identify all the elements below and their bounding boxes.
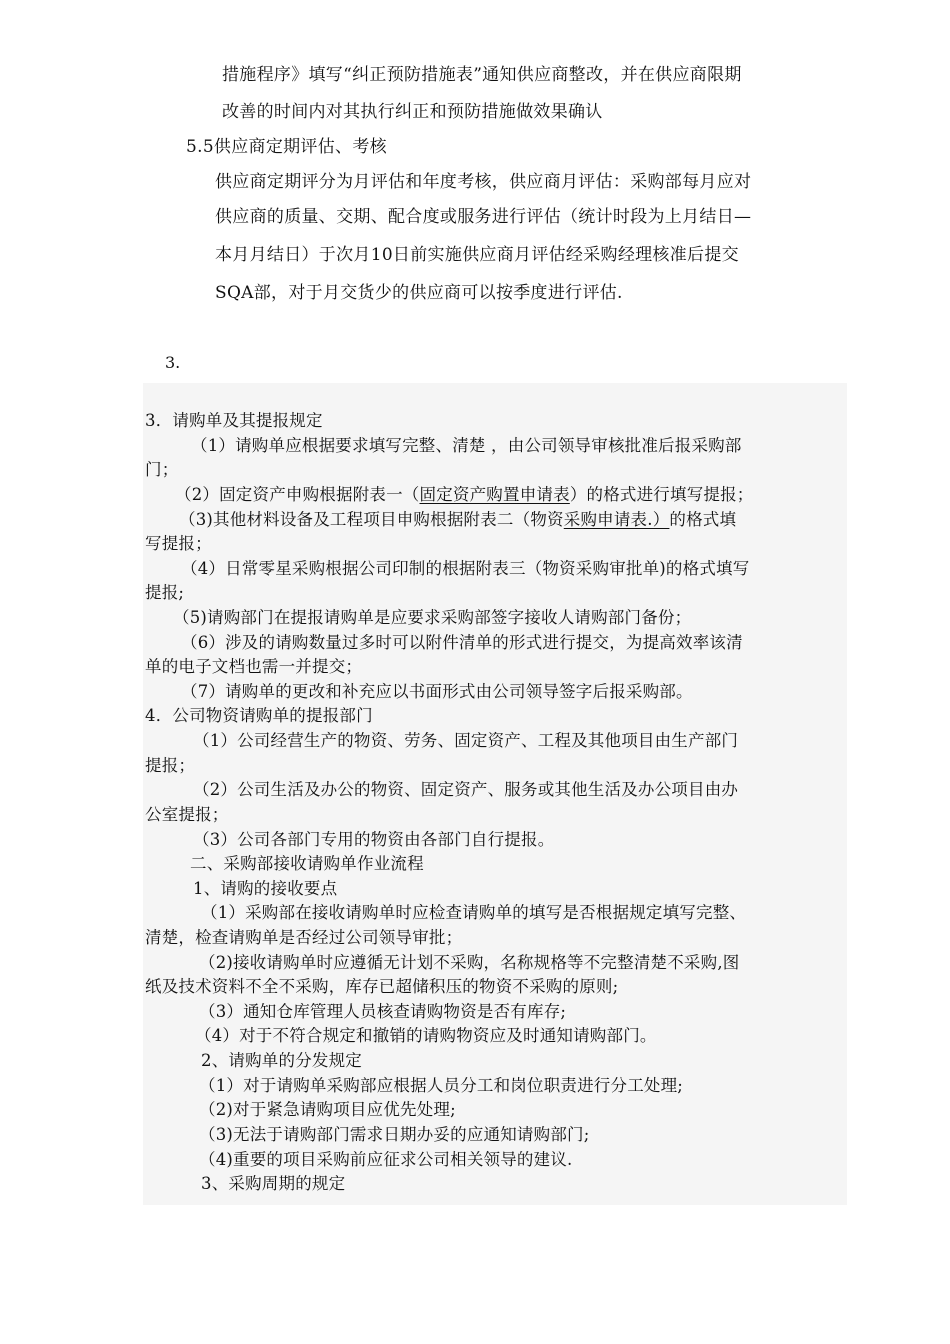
text-line: 改善的时间内对其执行纠正和预防措施做效果确认 [222,102,603,122]
text-line [175,483,754,507]
text-line: SQA部，对于月交货少的供应商可以按季度进行评估. [215,283,623,303]
text-line: （3)无法于请购部门需求日期办妥的应通知请购部门; [199,1125,590,1144]
text-line: 写提报； [145,534,212,553]
text-line: （1）采购部在接收请购单时应检查请购单的填写是否根据规定填写完整、 [201,903,747,922]
section-heading: 二、采购部接收请购单作业流程 [190,854,424,873]
text-line: （2）公司生活及办公的物资、固定资产、服务或其他生活及办公项目由办 [193,780,739,799]
text-line: （3）公司各部门专用的物资由各部门自行提报。 [193,830,555,849]
section-heading: 4．公司物资请购单的提报部门 [145,706,373,725]
text-line: 单的电子文档也需一并提交； [145,657,363,676]
text-line: 提报； [145,756,196,775]
text-segment: 的格式填 [669,510,737,529]
text-line: （6）涉及的请购数量过多时可以附件清单的形式进行提交，为提高效率该清 [181,633,743,652]
section-heading: 5.5供应商定期评估、考核 [186,137,387,157]
text-line: 纸及技术资料不全不采购，库存已超储积压的物资不采购的原则; [145,977,619,996]
text-line: 公室提报； [145,805,229,824]
text-line: 供应商定期评分为月评估和年度考核，供应商月评估：采购部每月应对 [215,172,752,192]
text-line: （1）对于请购单采购部应根据人员分工和岗位职责进行分工处理; [199,1076,684,1095]
text-line: （1）请购单应根据要求填写完整、清楚 ，由公司领导审核批准后报采购部 [191,436,742,455]
text-line: 清楚，检查请购单是否经过公司领导审批； [145,928,463,947]
subsection-heading: 3、采购周期的规定 [201,1174,346,1193]
text-line: （1）公司经营生产的物资、劳务、固定资产、工程及其他项目由生产部门 [193,731,739,750]
text-line: 措施程序》填写“纠正预防措施表”通知供应商整改，并在供应商限期 [222,65,742,85]
text-line: 本月月结日）于次月10日前实施供应商月评估经采购经理核准后提交 [215,245,739,265]
text-segment: ）的格式进行填写提报； [569,485,754,504]
text-segment: （3)其他材料设备及工程项目申购根据附表二（物资 [179,510,564,529]
text-line: （2)接收请购单时应遵循无计划不采购，名称规格等不完整清楚不采购,图 [199,953,740,972]
page-marker: 3. [165,353,181,372]
form-link-fixed-asset: 固定资产购置申请表 [419,485,570,504]
form-link-purchase-request: 采购申请表.） [563,510,670,529]
text-line: （4）对于不符合规定和撤销的请购物资应及时通知请购部门。 [195,1026,657,1045]
subsection-heading: 1、请购的接收要点 [193,879,338,898]
highlighted-content-box [143,383,847,1205]
subsection-heading: 2、请购单的分发规定 [201,1051,362,1070]
text-line: （2)对于紧急请购项目应优先处理; [199,1100,456,1119]
text-line: （5)请购部门在提报请购单是应要求采购部签字接收人请购部门备份； [173,608,692,627]
section-heading: 3．请购单及其提报规定 [145,411,323,430]
text-line: （4）日常零星采购根据公司印制的根据附表三（物资采购审批单)的格式填写 [181,559,750,578]
text-line: （4)重要的项目采购前应征求公司相关领导的建议. [199,1150,573,1169]
text-segment: （2）固定资产申购根据附表一（ [175,485,420,504]
text-line: 提报; [145,583,185,602]
text-line: （7）请购单的更改和补充应以书面形式由公司领导签字后报采购部。 [181,682,693,701]
text-line: 供应商的质量、交期、配合度或服务进行评估（统计时段为上月结日— [215,207,752,227]
text-line [179,508,736,532]
text-line: 门； [145,460,179,479]
text-line: （3）通知仓库管理人员核查请购物资是否有库存; [199,1002,567,1021]
